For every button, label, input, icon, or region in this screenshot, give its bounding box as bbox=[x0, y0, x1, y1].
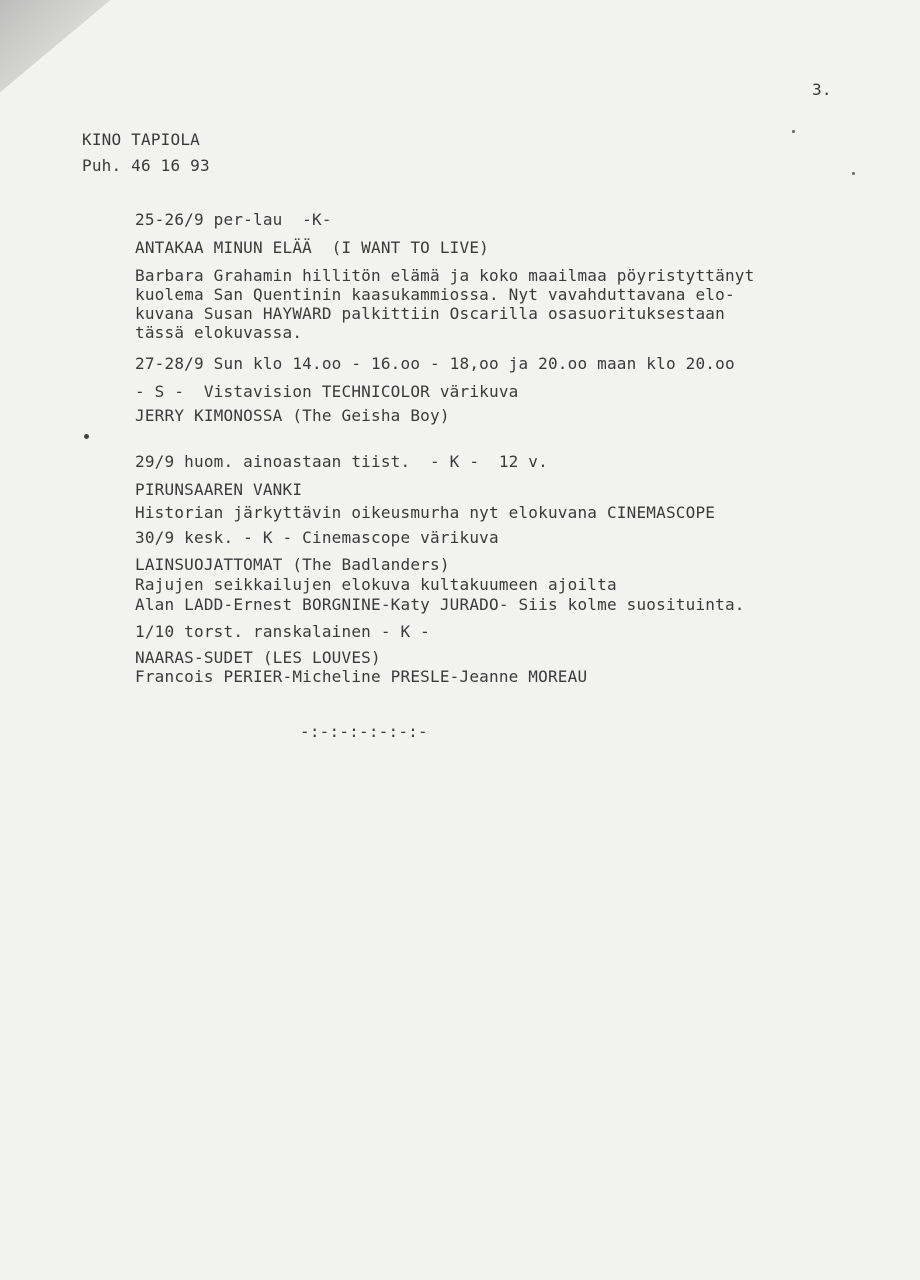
program-line: kuvana Susan HAYWARD palkittiin Oscarilla osasuorituksestaan bbox=[135, 304, 725, 323]
program-line: Historian järkyttävin oikeusmurha nyt elokuvana CINEMASCOPE bbox=[135, 503, 716, 522]
program-line: Barbara Grahamin hillitön elämä ja koko maailmaa pöyristyttänyt bbox=[135, 266, 755, 285]
program-line: kuolema San Quentinin kaasukammiossa. Nyt vavahduttavana elo- bbox=[135, 285, 735, 304]
paper-speck bbox=[792, 130, 795, 133]
program-line: NAARAS-SUDET (LES LOUVES) bbox=[135, 648, 381, 667]
program-line: 1/10 torst. ranskalainen - K - bbox=[135, 622, 430, 641]
program-line: Rajujen seikkailujen elokuva kultakuumeen ajoilta bbox=[135, 575, 617, 594]
program-line: Alan LADD-Ernest BORGNINE-Katy JURADO- Siis kolme suosituinta. bbox=[135, 595, 745, 614]
program-line: ANTAKAA MINUN ELÄÄ (I WANT TO LIVE) bbox=[135, 238, 489, 257]
cinema-phone: Puh. 46 16 93 bbox=[82, 156, 210, 175]
page-number: 3. bbox=[812, 80, 832, 99]
program-line: Francois PERIER-Micheline PRESLE-Jeanne MOREAU bbox=[135, 667, 588, 686]
program-line: PIRUNSAAREN VANKI bbox=[135, 480, 303, 499]
program-line: 25-26/9 per-lau -K- bbox=[135, 210, 332, 229]
program-line: - S - Vistavision TECHNICOLOR värikuva bbox=[135, 382, 519, 401]
margin-dot bbox=[84, 434, 89, 439]
program-line: 29/9 huom. ainoastaan tiist. - K - 12 v. bbox=[135, 452, 548, 471]
paper-speck bbox=[852, 172, 855, 175]
program-line: tässä elokuvassa. bbox=[135, 323, 303, 342]
section-separator: -:-:-:-:-:-:- bbox=[300, 722, 428, 741]
program-line: 30/9 kesk. - K - Cinemascope värikuva bbox=[135, 528, 499, 547]
program-line: LAINSUOJATTOMAT (The Badlanders) bbox=[135, 555, 450, 574]
cinema-name: KINO TAPIOLA bbox=[82, 130, 200, 149]
program-line: 27-28/9 Sun klo 14.oo - 16.oo - 18,oo ja 20.oo maan klo 20.oo bbox=[135, 354, 735, 373]
program-line: JERRY KIMONOSSA (The Geisha Boy) bbox=[135, 406, 450, 425]
